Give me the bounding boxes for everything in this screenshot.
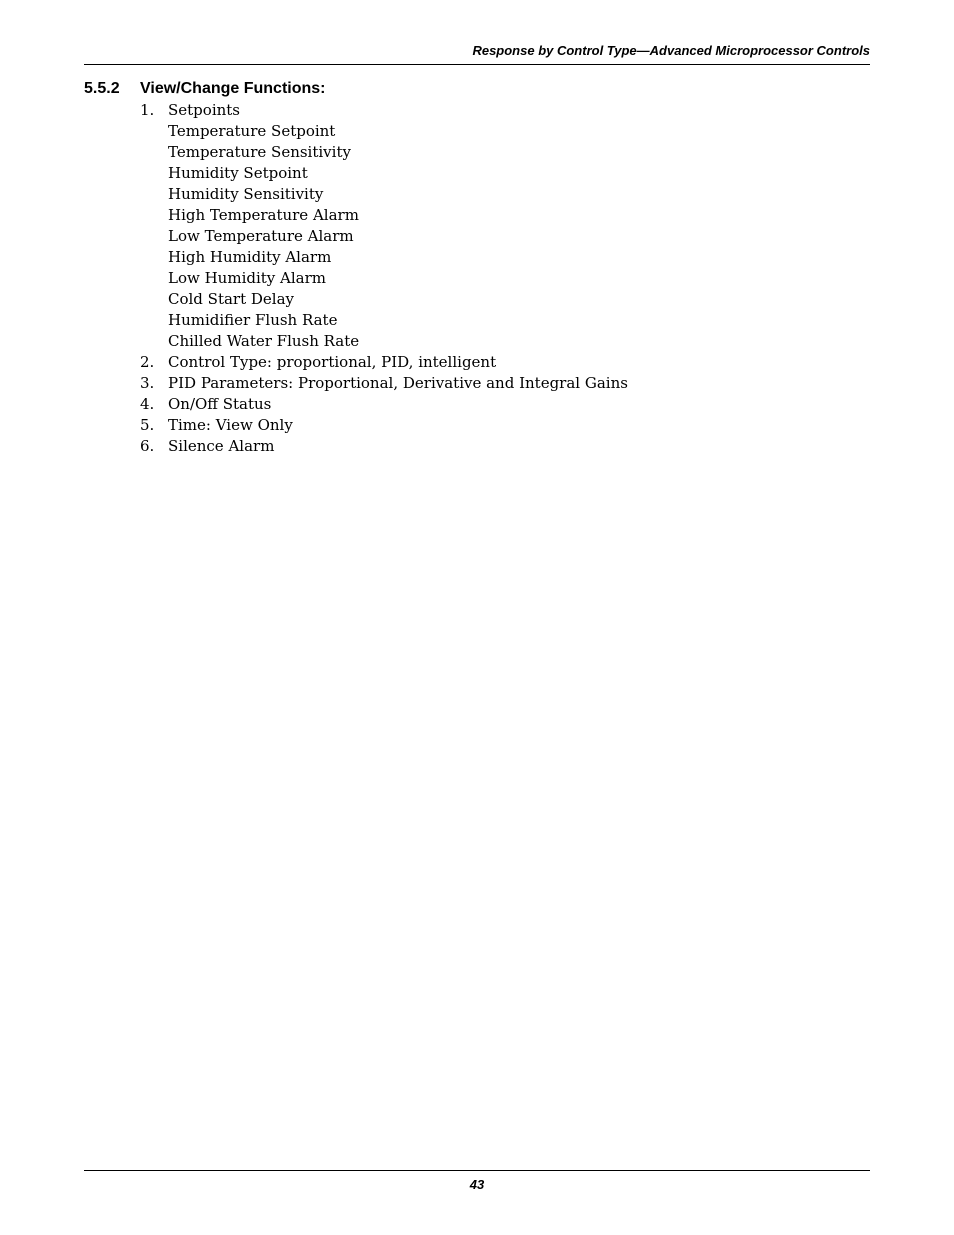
list-item-number: 1.: [140, 101, 155, 119]
list-item-label: Silence Alarm: [168, 437, 275, 455]
sublist-item: High Temperature Alarm: [168, 206, 359, 224]
list-item: [140, 352, 628, 373]
list-item: [140, 394, 628, 415]
list-item-number: 2.: [140, 353, 155, 371]
list-item: [140, 415, 628, 436]
list-item-label: On/Off Status: [168, 395, 272, 413]
list-item-label: Control Type: proportional, PID, intelligent: [168, 353, 497, 371]
list-item-label: PID Parameters: Proportional, Derivative and Integral Gains: [168, 374, 628, 392]
setpoints-sublist: [140, 121, 628, 352]
sublist-item: Cold Start Delay: [168, 290, 295, 308]
list-item: [140, 100, 628, 352]
page-number: 43: [469, 1177, 485, 1192]
running-header: Response by Control Type—Advanced Microprocessor Controls: [472, 43, 870, 58]
sublist-item: Humidifier Flush Rate: [168, 311, 338, 329]
sublist-item: Low Humidity Alarm: [168, 269, 326, 287]
footer-rule: [84, 1170, 870, 1171]
list-item-number: 5.: [140, 416, 155, 434]
sublist-item: Chilled Water Flush Rate: [168, 332, 360, 350]
list-item-number: 3.: [140, 374, 155, 392]
sublist-item: Low Temperature Alarm: [168, 227, 354, 245]
list-item-label: Time: View Only: [168, 416, 293, 434]
section-number: 5.5.2: [84, 80, 120, 97]
sublist-item: Temperature Sensitivity: [168, 143, 351, 161]
list-item-number: 6.: [140, 437, 155, 455]
sublist-item: Humidity Setpoint: [168, 164, 308, 182]
list-item: [140, 436, 628, 457]
sublist-item: High Humidity Alarm: [168, 248, 332, 266]
sublist-item: Humidity Sensitivity: [168, 185, 324, 203]
list-item-number: 4.: [140, 395, 155, 413]
header-rule: [84, 64, 870, 65]
sublist-item: Temperature Setpoint: [168, 122, 336, 140]
list-item: [140, 373, 628, 394]
section-title: View/Change Functions:: [140, 80, 326, 97]
list-item-label: Setpoints: [168, 101, 240, 119]
functions-list: [140, 100, 628, 457]
section-heading: [84, 79, 326, 99]
